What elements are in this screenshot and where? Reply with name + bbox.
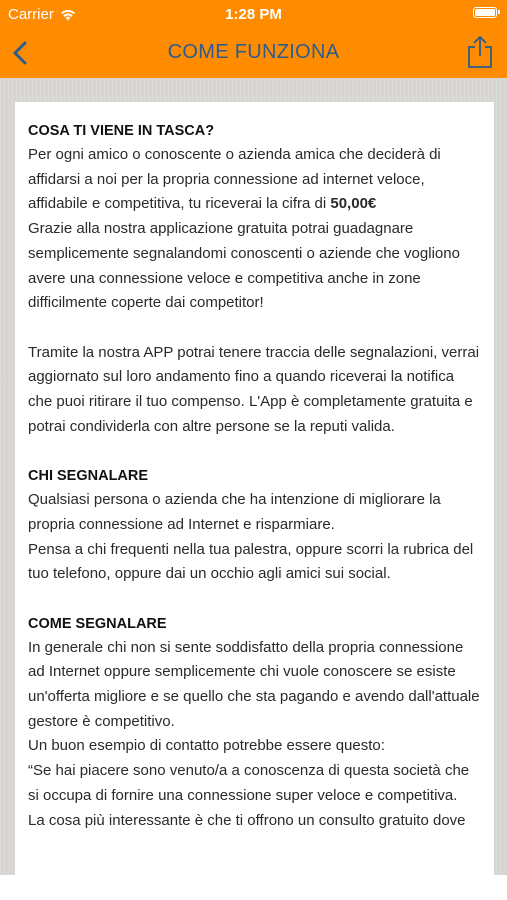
paragraph: In generale chi non si sente soddisfatto della propria connessione ad Internet oppure semplicemente chi vuole conoscere se esiste un'offerta migliore e se quello che sta pagando e avendo dall'attuale gestore è competitivo. (28, 638, 480, 730)
paragraph: Un buon esempio di contatto potrebbe essere questo: (28, 737, 385, 755)
paragraph: Tramite la nostra APP potrai tenere traccia delle segnalazioni, verrai aggiornato sul loro andamento fino a quando riceverai la notifica che puoi ritirare il tuo compenso. L'App è completamente gratuita e potrai condividerla con altre persone se la reputi valida. (28, 343, 480, 435)
paragraph: Grazie alla nostra applicazione gratuita potrai guadagnare semplicemente segnalandomi conoscenti o aziende che vogliono avere una connessione veloce e competitiva anche in zone difficilmente coperte dai competitor! (28, 220, 460, 312)
battery-icon (473, 7, 497, 18)
info-card (15, 102, 494, 875)
share-button[interactable] (465, 34, 495, 70)
section-heading-chi-segnalare: CHI SEGNALARE (28, 468, 149, 485)
share-icon (465, 34, 495, 70)
section-heading-come-segnalare: COME SEGNALARE (28, 615, 167, 632)
bottom-area (0, 875, 507, 900)
reward-amount: 50,00€ (330, 195, 377, 213)
paragraph: Pensa a chi frequenti nella tua palestra, oppure scorri la rubrica del tuo telefono, oppure dai un occhio agli amici sui social. (28, 540, 474, 583)
page-title: COME FUNZIONA (167, 41, 340, 63)
section-heading-cosa-ti-viene-in-tasca: COSA TI VIENE IN TASCA? (28, 123, 215, 139)
paragraph: Qualsiasi persona o azienda che ha intenzione di migliorare la propria connessione ad Internet e risparmiare. (28, 491, 441, 533)
paragraph: “Se hai piacere sono venuto/a a conoscenza di questa società che si occupa di fornire una connessione super veloce e competitiva. (28, 762, 470, 804)
paragraph (28, 143, 481, 217)
carrier-label: Carrier (8, 6, 54, 23)
paragraph-text: Per ogni amico o conoscente o azienda amica che deciderà di affidarsi a noi per la propria connessione ad internet veloce, affidabile e competitiva, tu riceverai la cifra di (28, 146, 441, 213)
paragraph: La cosa più interessante è che ti offrono un consulto gratuito dove (28, 811, 466, 829)
status-bar (0, 0, 507, 28)
status-time: 1:28 PM (225, 6, 282, 23)
navigation-bar (0, 28, 507, 78)
